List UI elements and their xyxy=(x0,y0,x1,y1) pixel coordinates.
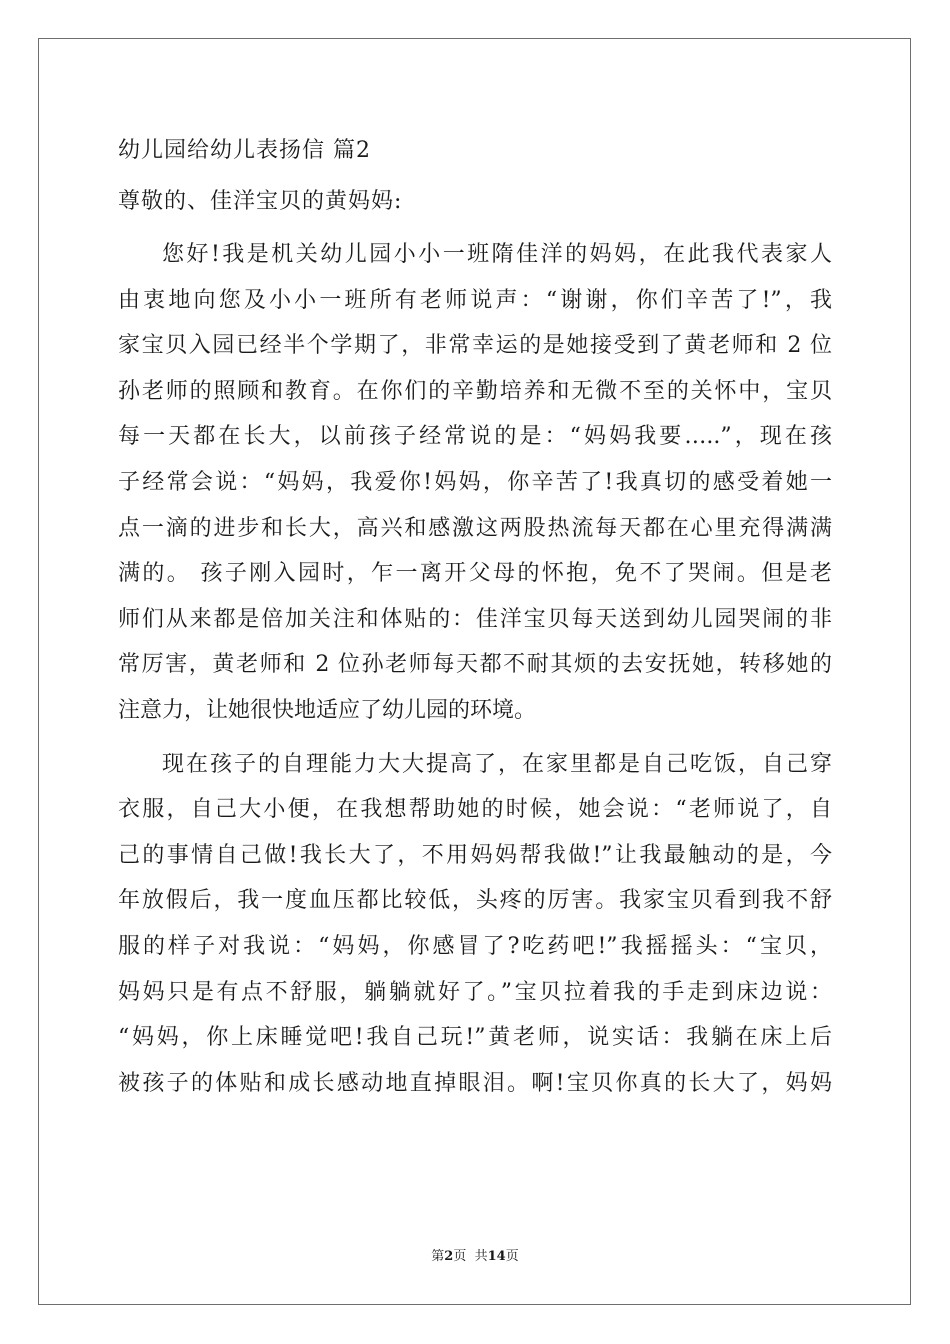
paragraph-1 xyxy=(118,232,832,734)
page-footer xyxy=(0,1248,950,1266)
letter-body xyxy=(118,128,832,1106)
paragraph-line: 年放假后，我一度血压都比较低，头疼的厉害。我家宝贝看到我不舒 xyxy=(118,888,832,914)
paragraph-line: 每一天都在长大，以前孩子经常说的是：“妈妈我要…..”，现在孩 xyxy=(118,424,832,450)
paragraph-line: 衣服，自己大小便，在我想帮助她的时候，她会说：“老师说了，自 xyxy=(118,797,832,823)
paragraph-line: 现在孩子的自理能力大大提高了，在家里都是自己吃饭，自己穿 xyxy=(162,751,832,777)
paragraph-line: 孙老师的照顾和教育。在你们的辛勤培养和无微不至的关怀中，宝贝 xyxy=(118,378,832,404)
footer-mid: 页 共 xyxy=(453,1249,488,1264)
paragraph-line: 家宝贝入园已经半个学期了，非常幸运的是她接受到了黄老师和 2 位 xyxy=(118,333,832,359)
paragraph-line: 师们从来都是倍加关注和体贴的：佳洋宝贝每天送到幼儿园哭闹的非 xyxy=(118,606,832,632)
paragraph-line: 己的事情自己做!我长大了，不用妈妈帮我做!”让我最触动的是，今 xyxy=(118,842,832,868)
paragraph-line: 注意力，让她很快地适应了幼儿园的环境。 xyxy=(118,697,537,723)
paragraph-line: 点一滴的进步和长大，高兴和感激这两股热流每天都在心里充得满满 xyxy=(118,515,832,541)
paragraph-line: 服的样子对我说：“妈妈，你感冒了?吃药吧!”我摇摇头：“宝贝， xyxy=(118,933,832,959)
paragraph-2 xyxy=(118,742,832,1107)
paragraph-line: 您好!我是机关幼儿园小小一班隋佳洋的妈妈，在此我代表家人 xyxy=(162,242,832,267)
footer-suffix: 页 xyxy=(505,1249,519,1264)
paragraph-line: 满的。 孩子刚入园时，乍一离开父母的怀抱，免不了哭闹。但是老 xyxy=(118,561,832,587)
paragraph-line: 妈妈只是有点不舒服，躺躺就好了。”宝贝拉着我的手走到床边说： xyxy=(118,979,832,1005)
letter-heading: 幼儿园给幼儿表扬信 篇2 xyxy=(118,138,371,163)
footer-page-number: 2 xyxy=(444,1249,454,1264)
footer-total-pages: 14 xyxy=(487,1249,506,1264)
salutation: 尊敬的、佳洋宝贝的黄妈妈: xyxy=(118,189,403,214)
paragraph-line: “妈妈，你上床睡觉吧!我自己玩!”黄老师，说实话：我躺在床上后 xyxy=(118,1025,832,1051)
footer-prefix: 第 xyxy=(431,1249,445,1264)
paragraph-line: 被孩子的体贴和成长感动地直掉眼泪。啊!宝贝你真的长大了，妈妈 xyxy=(118,1070,832,1096)
paragraph-line: 由衷地向您及小小一班所有老师说声：“谢谢，你们辛苦了!”，我 xyxy=(118,287,832,313)
paragraph-line: 常厉害，黄老师和 2 位孙老师每天都不耐其烦的去安抚她，转移她的 xyxy=(118,652,832,678)
paragraph-line: 子经常会说：“妈妈，我爱你!妈妈，你辛苦了!我真切的感受着她一 xyxy=(118,469,832,495)
